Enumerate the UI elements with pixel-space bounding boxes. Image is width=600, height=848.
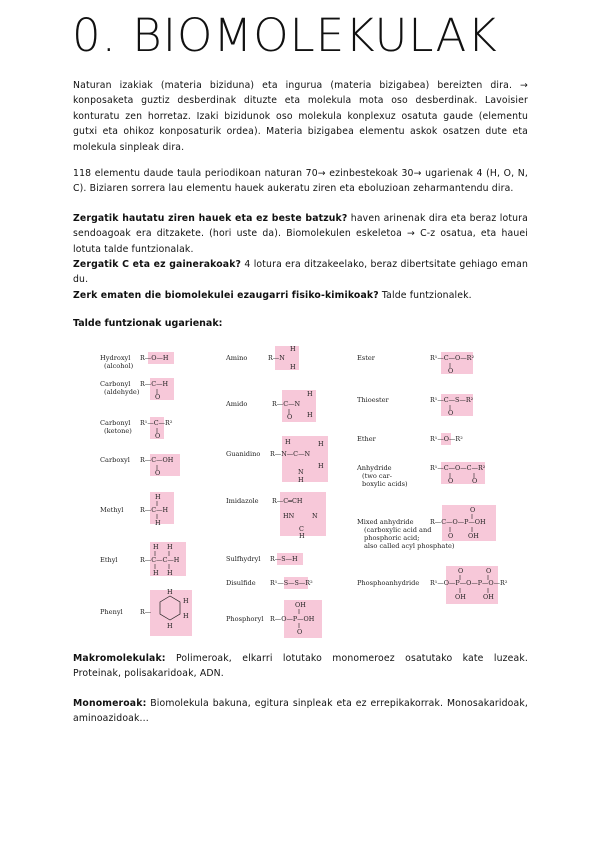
svg-text:O: O [448,532,454,540]
sulfhydryl-label: Sulfhydryl [226,555,261,563]
disulfide-formula: R¹—S—S—R² [270,579,313,587]
disulfide-label: Disulfide [226,579,256,587]
phosphoryl-formula: R—O—P—OH [270,615,315,623]
svg-text:H: H [167,569,173,577]
thioester-label: Thioester [357,396,389,404]
phosphoanhydride-formula: R¹—O—P—O—P—O—R² [430,579,508,587]
svg-text:H: H [290,345,296,353]
monomers-definition: Biomolekula bakuna, egitura sinpleak eta ez errepikakorrak. Monosakaridoak, aminoazidoak... [73,698,528,725]
monomers-paragraph [73,696,528,727]
svg-text:C: C [299,525,304,533]
anhydride-formula: R¹—C—O—C—R² [430,464,486,472]
answer-3: Talde funtzionalek. [378,290,472,301]
svg-text:H: H [183,597,189,605]
svg-text:H: H [155,493,161,501]
svg-text:O: O [448,367,454,375]
macromolecules-paragraph [73,651,528,682]
svg-text:H: H [318,440,324,448]
mixed-anhydride-sub-1: (carboxylic acid and [364,526,432,534]
svg-text:OH: OH [295,601,306,609]
mixed-anhydride-label: Mixed anhydride [357,518,414,526]
macromolecules-term: Makromolekulak: [73,653,166,664]
svg-text:H: H [299,532,305,540]
ethyl-label: Ethyl [100,556,118,564]
hydroxyl-label: Hydroxyl [100,354,131,362]
svg-text:H: H [167,622,173,630]
amido-formula: R—C—N [272,400,301,408]
svg-text:O: O [155,432,161,440]
question-2: Zergatik C eta ez gainerakoak? [73,259,242,270]
svg-text:H: H [153,569,159,577]
phosphoanhydride-label: Phosphoanhydride [357,579,420,587]
phosphoryl-label: Phosphoryl [226,615,264,623]
elements-paragraph: 118 elementu daude taula periodikoan naturan 70→ ezinbestekoak 30→ ugarienak 4 (H, O, N, C). Biziaren sorrera lau elementu hauek aukeratu ziren eta eboluzioan zeharmantendu dira. [73,168,528,195]
hydroxyl-sub: (alcohol) [104,362,134,370]
ether-label: Ether [357,435,376,443]
question-1: Zergatik hautatu ziren hauek eta ez beste batzuk? [73,213,348,224]
svg-text:H: H [167,588,173,596]
question-3: Zerk ematen die biomolekulei ezaugarri fisiko-kimikoak? [73,290,379,301]
anhydride-label: Anhydride [357,464,392,472]
carbonyl-ketone-label: Carbonyl [100,419,131,427]
ester-label: Ester [357,354,375,362]
svg-text:O: O [155,469,161,477]
hydroxyl-formula: R—O—H [140,354,169,362]
phenyl-formula: R— [140,608,152,616]
anhydride-sub-1: (two car- [362,472,392,480]
svg-text:O: O [486,567,492,575]
guanidino-formula: R—N—C—N [270,450,311,458]
amido-label: Amido [226,400,248,408]
amino-label: Amino [226,354,248,362]
anhydride-sub-2: boxylic acids) [362,480,408,488]
svg-text:H: H [307,390,313,398]
svg-text:H: H [153,543,159,551]
svg-text:H: H [307,411,313,419]
mixed-anhydride-formula: R—C—O—P—OH [430,518,486,526]
mixed-anhydride-sub-2: phosphoric acid; [364,534,420,542]
svg-text:O: O [470,506,476,514]
svg-text:OH: OH [468,532,479,540]
ester-formula: R¹—C—O—R² [430,354,475,362]
carbonyl-aldehyde-label: Carbonyl [100,380,131,388]
phenyl-label: Phenyl [100,608,123,616]
svg-text:O: O [448,477,454,485]
carbonyl-aldehyde-formula: R—C—H [140,380,169,388]
amino-formula: R—N [268,354,285,362]
carbonyl-ketone-sub: (ketone) [104,427,132,435]
svg-text:O: O [458,567,464,575]
svg-text:H: H [167,543,173,551]
imidazole-formula: R—C═CH [272,497,303,505]
svg-text:O: O [472,477,478,485]
carbonyl-ketone-formula: R¹—C—R² [140,419,173,427]
svg-text:H: H [155,519,161,527]
svg-text:OH: OH [483,593,494,601]
carbonyl-aldehyde-sub: (aldehyde) [104,388,140,396]
svg-text:H: H [318,462,324,470]
ethyl-formula: R—C—C—H [140,556,180,564]
svg-text:O: O [297,628,303,636]
svg-text:N: N [298,468,304,476]
svg-text:H: H [285,438,291,446]
functional-groups-heading: Talde funtzionak ugarienak: [73,318,223,329]
methyl-formula: R—C—H [140,506,169,514]
imidazole-label: Imidazole [226,497,259,505]
svg-text:OH: OH [455,593,466,601]
guanidino-label: Guanidino [226,450,261,458]
svg-text:O: O [448,409,454,417]
thioester-formula: R¹—C—S—R² [430,396,474,404]
answer-2: 4 lotura era ditzakeelako, beraz dibertsitate gehiago eman du. [73,259,528,286]
svg-text:HN: HN [283,512,295,520]
page-title: 0. BIOMOLEKULAK [72,9,498,62]
svg-text:H: H [183,612,189,620]
carboxyl-label: Carboxyl [100,456,130,464]
svg-text:H: H [298,476,304,484]
ether-formula: R¹—O—R² [430,435,463,443]
svg-text:H: H [290,363,296,371]
methyl-label: Methyl [100,506,124,514]
monomers-term: Monomeroak: [73,698,147,709]
intro-paragraph: Naturan izakiak (materia biziduna) eta ingurua (materia bizigabea) bereizten dira. → konposaketa guztiz desberdinak dituzte eta molekula mota oso desberdinak. Lavoisier konturatu zen horretaz. Izaki bizidunok oso molekula konplexuz osatuta gaude (elementu gutxi eta ohikoz konposaturik ordea). Materia bizigabea elementu askok osatzen dute eta molekula sinpleak dira. [73,80,528,153]
macromolecules-definition: Polimeroak, elkarri lotutako monomeroez osatutako kate luzeak. Proteinak, polisakaridoak, ADN. [73,653,528,680]
svg-text:O: O [155,393,161,401]
mixed-anhydride-sub-3: also called acyl phosphate) [364,542,455,550]
svg-text:O: O [287,413,293,421]
answer-1: haven arinenak dira eta beraz lotura sendoagoak era ditzakete. (hori uste da). Biomolekulen eskeletoa → C-z osatua, eta hauei lotuta talde funtzionalak. [73,213,528,255]
carboxyl-formula: R—C—OH [140,456,174,464]
sulfhydryl-formula: R—S—H [270,555,298,563]
svg-text:N: N [312,512,318,520]
